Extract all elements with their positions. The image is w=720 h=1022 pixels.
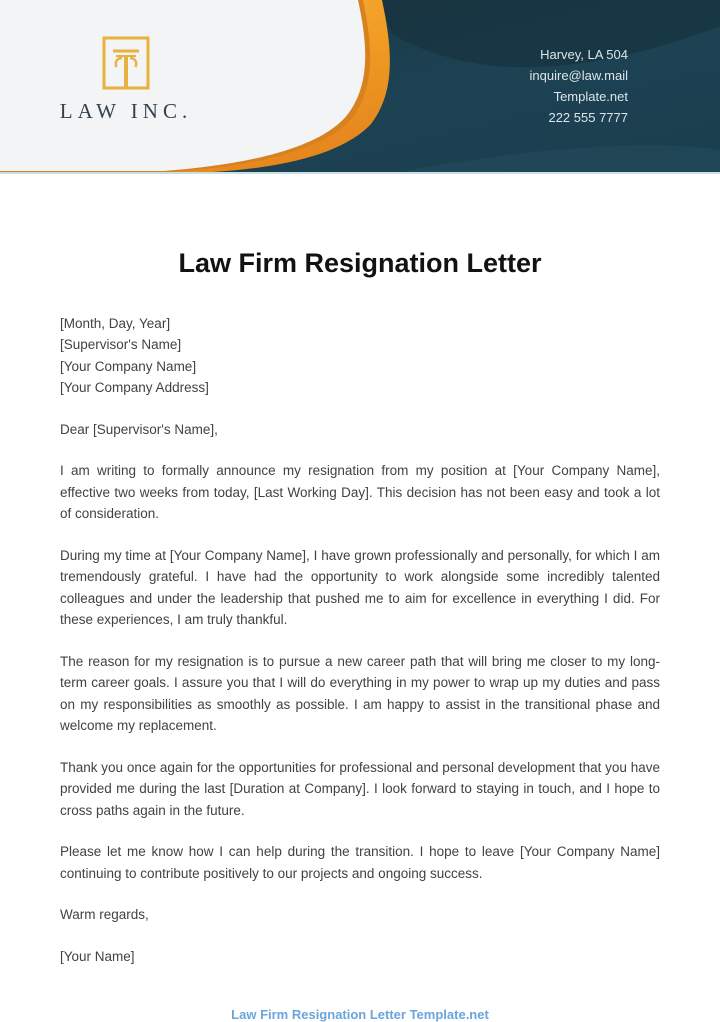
template-credit-link[interactable]: Law Firm Resignation Letter Template.net <box>231 1007 489 1022</box>
company-name: LAW INC. <box>59 99 193 123</box>
contact-email: inquire@law.mail <box>529 68 628 83</box>
paragraph-2: During my time at [Your Company Name], I have grown professionally and personally, for which I am tremendously grateful. I have had the opportunity to work alongside some incredibly talented colleagues and under the leadership that pushed me to aim for excellence in everything I did. For these experiences, I am truly thankful. <box>60 547 660 627</box>
salutation: Dear [Supervisor's Name], <box>60 421 218 437</box>
closing: Warm regards, <box>60 907 149 922</box>
letter-body <box>0 248 720 967</box>
address-block <box>60 313 660 399</box>
contact-address: Harvey, LA 504 <box>540 47 628 62</box>
brand-block <box>40 36 212 124</box>
paragraph-5: Please let me know how I can help during the transition. I hope to leave [Your Company Name] continuing to contribute positively to our projects and ongoing success. <box>60 844 660 881</box>
page-title: Law Firm Resignation Letter <box>178 248 542 278</box>
contact-website: Template.net <box>553 89 628 104</box>
contact-block <box>530 44 628 128</box>
law-column-icon <box>102 36 150 90</box>
paragraph-4: Thank you once again for the opportunities for professional and personal development that you have provided me during the last [Duration at Company]. I look forward to staying in touch, and I hope to cross paths again in the future. <box>60 759 660 818</box>
signature-placeholder: [Your Name] <box>60 948 135 964</box>
letterhead <box>0 0 720 174</box>
company-name-placeholder: [Your Company Name] <box>60 358 197 374</box>
contact-phone: 222 555 7777 <box>548 110 628 125</box>
company-address-placeholder: [Your Company Address] <box>60 380 209 395</box>
paragraph-3: The reason for my resignation is to pursue a new career path that will bring me closer to my long-term career goals. I assure you that I will do everything in my power to wrap up my duties and pass on my responsibilities as smoothly as possible. I am happy to assist in the transitional phase and welcome my replacement. <box>60 653 660 733</box>
paragraph-1: I am writing to formally announce my resignation from my position at [Your Company Name], effective two weeks from today, [Last Working Day]. This decision has not been easy and took a lot of consideration. <box>60 463 660 521</box>
date-placeholder: [Month, Day, Year] <box>60 315 171 331</box>
supervisor-name-placeholder: [Supervisor's Name] <box>60 337 182 352</box>
